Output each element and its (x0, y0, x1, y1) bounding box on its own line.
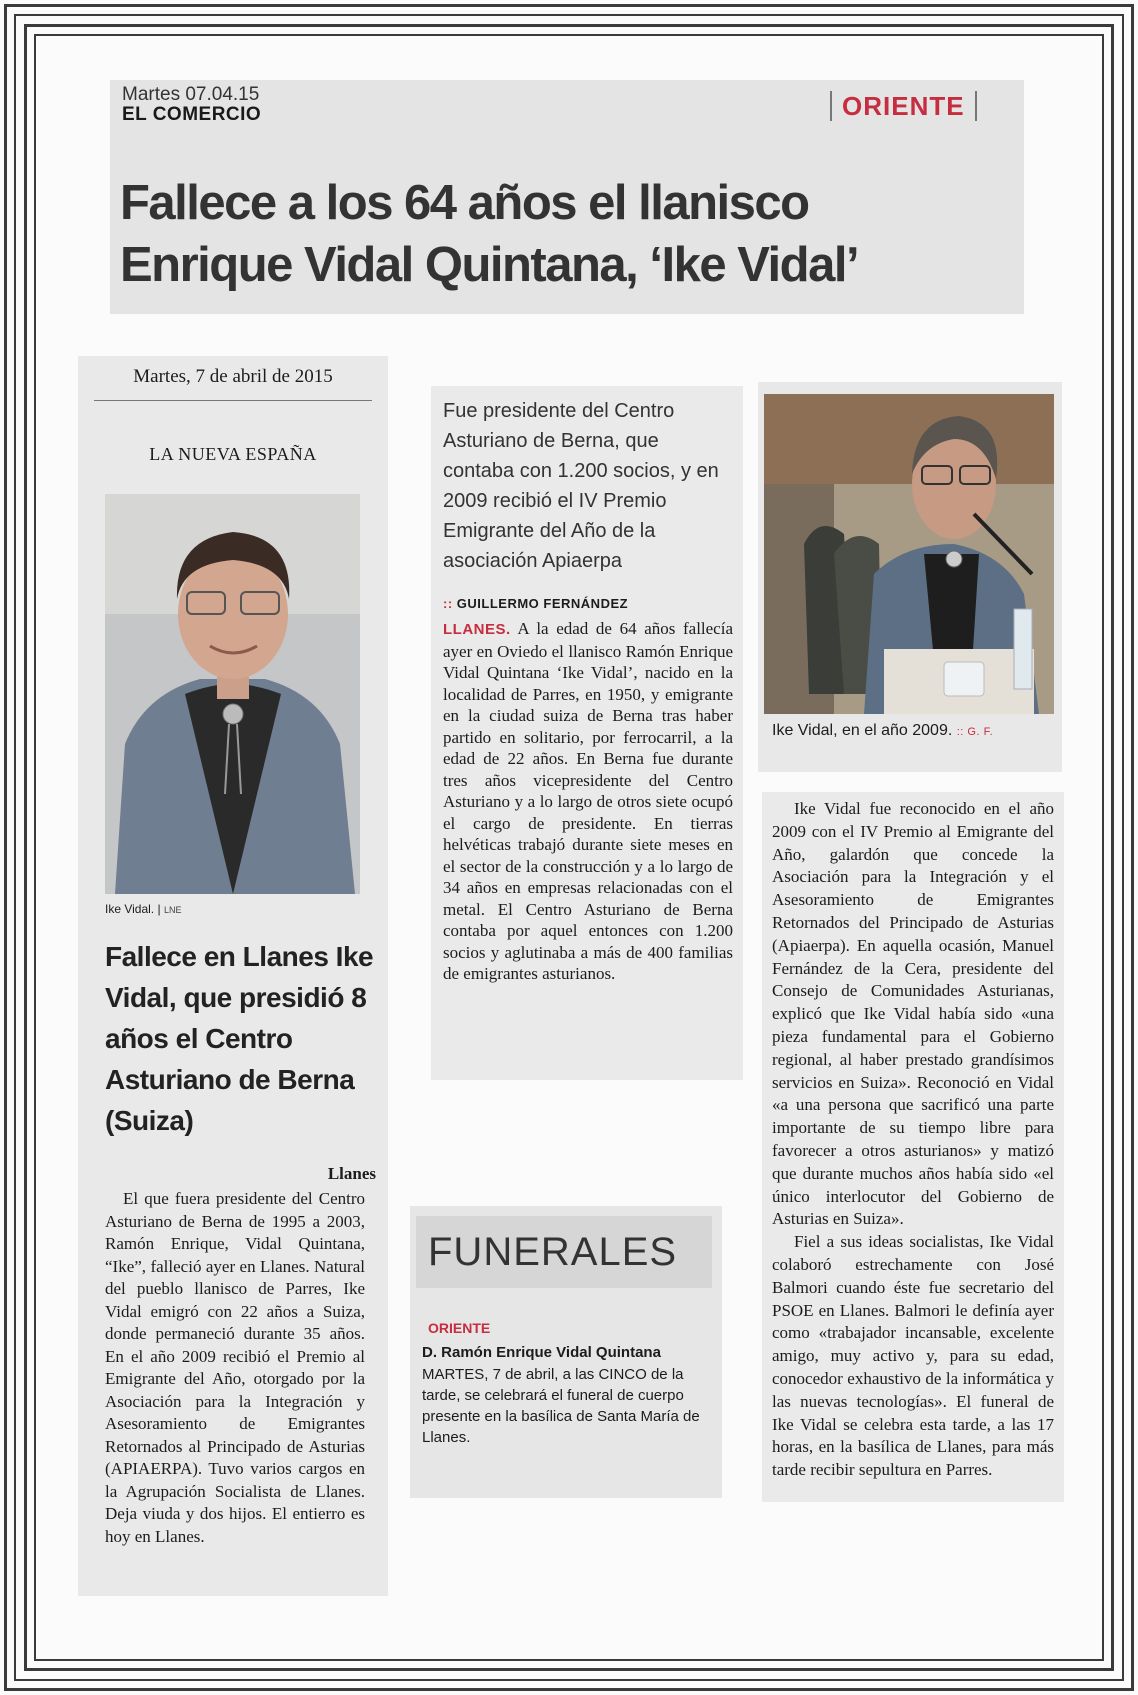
right-article-body (772, 798, 1054, 1482)
speaker-illustration (764, 394, 1054, 714)
header-newspaper: EL COMERCIO (122, 104, 262, 125)
lne-body: El que fuera presidente del Centro Asturiano de Berna de 1995 a 2003, Ramón Enrique, Vidal Quintana, “Ike”, falleció ayer en Llanes. Natural del pueblo llanisco de Parres, Ike Vidal emigró con 22 años a Suiza, donde permaneció durante 35 años. En el año 2009 recibió el Premio al Emigrante del Año, otorgado por la Asociación para la Integración y Asesoramiento de Emigrantes Retornados al Principado de Asturias (APIAERPA). Tuvo varios cargos en la Agrupación Socialista de Llanes. Deja viuda y dos hijos. El entierro es hoy en Llanes. (105, 1189, 365, 1546)
portrait-caption: Ike Vidal. | LNE (105, 902, 182, 916)
dateline: LLANES. (443, 621, 511, 638)
speaker-photo (764, 394, 1054, 714)
deceased-name: D. Ramón Enrique Vidal Quintana (422, 1344, 661, 1361)
funerales-title: FUNERALES (416, 1216, 712, 1288)
header-date: Martes 07.04.15 (122, 84, 260, 105)
section-label: ORIENTE (830, 91, 977, 121)
portrait-illustration (105, 494, 360, 894)
caption-text: Ike Vidal. (105, 902, 155, 916)
lne-place: Llanes (327, 1164, 376, 1183)
article-byline (443, 596, 628, 611)
funerales-clipping (410, 1206, 722, 1498)
main-headline (120, 172, 858, 296)
photo-credit: :: G. F. (956, 726, 994, 738)
photo-caption (772, 722, 993, 740)
photo-caption-text: Ike Vidal, en el año 2009. (772, 722, 953, 739)
divider (94, 400, 372, 401)
middle-article-clipping (431, 386, 743, 1080)
article-body (443, 618, 733, 985)
headline-line-1: Fallece a los 64 años el llanisco (120, 176, 809, 230)
paragraph-1: Ike Vidal fue reconocido en el año 2009 con el IV Premio al Emigrante del Año, galardón que concede la Asociación para la Integración y el Asesoramiento de Emigrantes Retornados del Principado de Asturias (Apiaerpa). En aquella ocasión, Manuel Fernández de la Cera, presidente del Consejo de Comunidades Asturianas, explicó que Ike Vidal había sido «una pieza fundamental para el Gobierno regional, al haber prestado grandísimos servicios en Suiza». Reconoció en Vidal «a una persona que sacrificó una parte importante de su tiempo libre para favorecer a otros asturianos» y matizó que durante muchos años había sido «el único interlocutor del Gobierno de Asturias en Suiza». (772, 799, 1054, 1229)
right-article-clipping (762, 792, 1064, 1502)
lne-date: Martes, 7 de abril de 2015 (133, 366, 333, 387)
byline-author: GUILLERMO FERNÁNDEZ (456, 596, 629, 611)
lne-newspaper: LA NUEVA ESPAÑA (149, 444, 317, 464)
lne-clipping (78, 356, 388, 1596)
funerales-section: ORIENTE (428, 1320, 491, 1336)
paragraph-2: Fiel a sus ideas socialistas, Ike Vidal colaboró estrechamente con José Balmori cuando éste fue secretario del PSOE en Llanes. Balmori le definía ayer como «trabajador incansable, excelente amigo, muy activo y, para su edad, conocedor exhaustivo de la informática y las nuevas tecnologías». El funeral de Ike Vidal se celebra esta tarde, a las 17 horas, en la basílica de Llanes, para más tarde recibir sepultura en Parres. (772, 1232, 1054, 1480)
byline-marker: :: (443, 596, 453, 611)
headline-line-2: Enrique Vidal Quintana, ‘Ike Vidal’ (120, 238, 859, 292)
funeral-notice: MARTES, 7 de abril, a las CINCO de la tarde, se celebrará el funeral de cuerpo presente en la basílica de Santa María de Llanes. (422, 1366, 700, 1446)
lne-headline: Fallece en Llanes Ike Vidal, que presidió 8 años el Centro Asturiano de Berna (Suiza) (105, 941, 374, 1136)
portrait-photo (105, 494, 360, 894)
photo-clipping (758, 382, 1062, 772)
article-deck: Fue presidente del Centro Asturiano de Berna, que contaba con 1.200 socios, y en 2009 recibió el IV Premio Emigrante del Año de la asociación Apiaerpa (443, 400, 719, 572)
caption-credit: LNE (163, 905, 182, 915)
article-text: A la edad de 64 años fallecía ayer en Oviedo el llanisco Ramón Enrique Vidal Quintana ‘Ike Vidal’, nacido en la localidad de Parres, en 1950, y emigrante en la ciudad suiza de Berna tras haber partido en solitario, por ferrocarril, a la edad de 22 años. En Berna fue durante tres años vicepresidente del Centro Asturiano y a lo largo de otros siete ocupó el cargo de presidente. En tierras helvéticas trabajó durante siete meses en el sector de la construcción y a lo largo de 34 años en empresas relacionadas con el metal. El Centro Asturiano de Berna contaba por aquel entonces con 1.200 socios y aglutinaba a más de 400 familias de emigrantes asturianos. (443, 619, 733, 983)
header-clipping (110, 80, 1024, 314)
